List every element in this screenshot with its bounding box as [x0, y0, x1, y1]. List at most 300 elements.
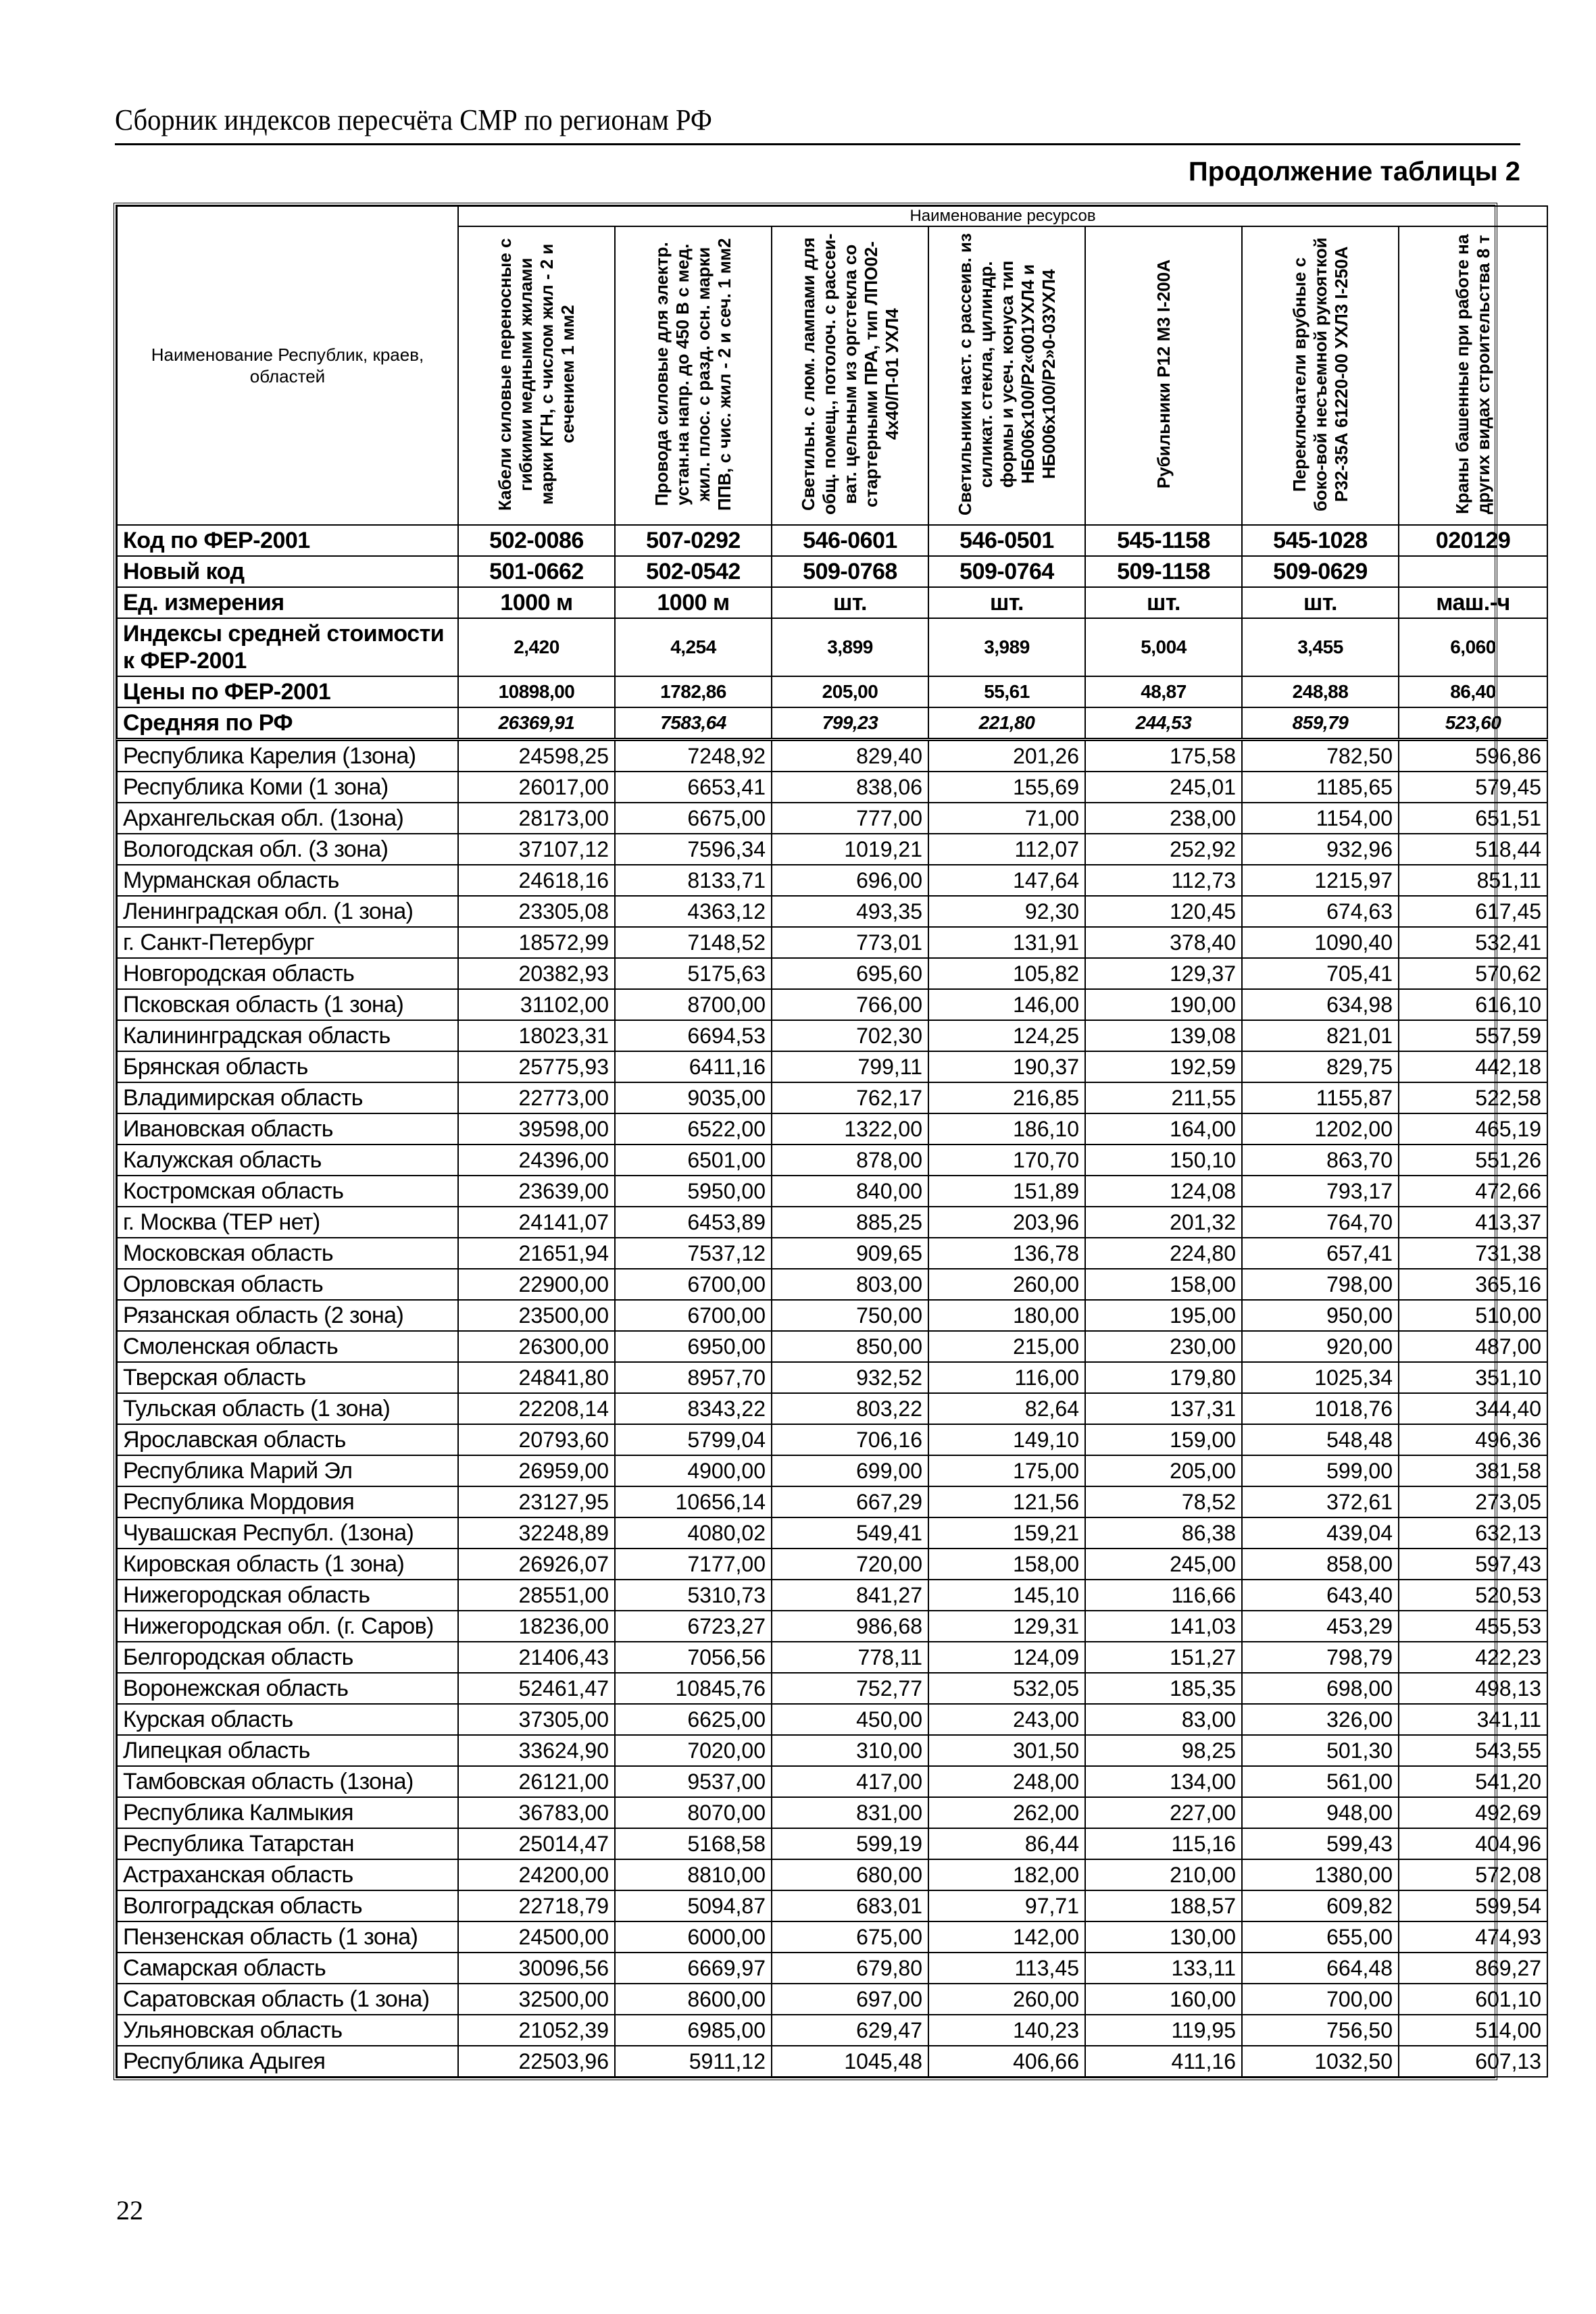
price-cell: 617,45 — [1399, 896, 1547, 927]
price-cell: 134,00 — [1085, 1766, 1242, 1797]
price-cell: 182,00 — [928, 1859, 1085, 1890]
price-cell: 702,30 — [772, 1020, 928, 1051]
region-name: Нижегородская обл. (г. Саров) — [117, 1611, 458, 1642]
price-cell: 83,00 — [1085, 1704, 1242, 1735]
price-cell: 683,01 — [772, 1890, 928, 1921]
region-name: Ульяновская область — [117, 2015, 458, 2046]
price-cell: 78,52 — [1085, 1486, 1242, 1517]
price-cell: 159,21 — [928, 1517, 1085, 1549]
meta-cell: 509-0764 — [928, 556, 1085, 587]
price-cell: 7596,34 — [615, 834, 772, 865]
price-cell: 632,13 — [1399, 1517, 1547, 1549]
price-cell: 238,00 — [1085, 803, 1242, 834]
price-cell: 510,00 — [1399, 1300, 1547, 1331]
price-cell: 262,00 — [928, 1797, 1085, 1828]
meta-cell: 546-0501 — [928, 525, 1085, 556]
price-cell: 124,09 — [928, 1642, 1085, 1673]
price-cell: 6411,16 — [615, 1051, 772, 1082]
price-cell: 18023,31 — [458, 1020, 615, 1051]
table-row — [117, 1921, 1547, 1953]
price-cell: 164,00 — [1085, 1113, 1242, 1145]
price-cell: 28173,00 — [458, 803, 615, 834]
region-name: Мурманская область — [117, 865, 458, 896]
table-row — [117, 1611, 1547, 1642]
price-cell: 8700,00 — [615, 989, 772, 1020]
price-cell: 798,00 — [1242, 1269, 1399, 1300]
price-cell: 210,00 — [1085, 1859, 1242, 1890]
meta-cell: 509-0629 — [1242, 556, 1399, 587]
region-name: г. Санкт-Петербург — [117, 927, 458, 958]
price-cell: 378,40 — [1085, 927, 1242, 958]
meta-cell: 244,53 — [1085, 707, 1242, 740]
price-cell: 195,00 — [1085, 1300, 1242, 1331]
fer-code-row — [117, 525, 1547, 556]
price-cell: 7148,52 — [615, 927, 772, 958]
table-row — [117, 1704, 1547, 1735]
price-cell: 151,27 — [1085, 1642, 1242, 1673]
price-cell: 82,64 — [928, 1393, 1085, 1424]
price-cell: 30096,56 — [458, 1953, 615, 1984]
price-cell: 243,00 — [928, 1704, 1085, 1735]
price-cell: 706,16 — [772, 1424, 928, 1455]
price-cell: 32500,00 — [458, 1984, 615, 2015]
region-name: Владимирская область — [117, 1082, 458, 1113]
price-cell: 675,00 — [772, 1921, 928, 1953]
price-cell: 932,52 — [772, 1362, 928, 1393]
meta-cell: 509-1158 — [1085, 556, 1242, 587]
index-row — [117, 618, 1547, 676]
price-cell: 6000,00 — [615, 1921, 772, 1953]
table-row — [117, 1549, 1547, 1580]
resource-column-header — [458, 226, 615, 525]
meta-cell — [1399, 556, 1547, 587]
price-cell: 24396,00 — [458, 1145, 615, 1176]
region-name: Тверская область — [117, 1362, 458, 1393]
price-cell: 551,26 — [1399, 1145, 1547, 1176]
price-cell: 120,45 — [1085, 896, 1242, 927]
region-name: Республика Марий Эл — [117, 1455, 458, 1486]
price-cell: 5911,12 — [615, 2046, 772, 2077]
price-cell: 6723,27 — [615, 1611, 772, 1642]
price-cell: 474,93 — [1399, 1921, 1547, 1953]
price-cell: 97,71 — [928, 1890, 1085, 1921]
price-cell: 450,00 — [772, 1704, 928, 1735]
price-cell: 1215,97 — [1242, 865, 1399, 896]
price-cell: 26300,00 — [458, 1331, 615, 1362]
resource-column-label: Светильники наст. с рассеив. из силикат. стекла, цилиндр. формы и усеч. конуса тип НБ006х100/Р2«001УХЛ4 и НБ006х100/Р2»0-03УХЛ4 — [954, 232, 1059, 515]
price-cell: 86,44 — [928, 1828, 1085, 1859]
price-cell: 344,40 — [1399, 1393, 1547, 1424]
fer-price-row — [117, 676, 1547, 707]
price-cell: 492,69 — [1399, 1797, 1547, 1828]
price-cell: 186,10 — [928, 1113, 1085, 1145]
table-row — [117, 2015, 1547, 2046]
meta-cell: 501-0662 — [458, 556, 615, 587]
meta-cell: 86,40 — [1399, 676, 1547, 707]
price-cell: 840,00 — [772, 1176, 928, 1207]
region-name: Тамбовская область (1зона) — [117, 1766, 458, 1797]
price-cell: 92,30 — [928, 896, 1085, 927]
table-row — [117, 1393, 1547, 1424]
resource-column-label: Рубильники Р12 М3 I-200А — [1153, 259, 1174, 489]
price-cell: 1155,87 — [1242, 1082, 1399, 1113]
region-name: Республика Карелия (1зона) — [117, 740, 458, 772]
price-cell: 326,00 — [1242, 1704, 1399, 1735]
price-cell: 932,96 — [1242, 834, 1399, 865]
region-name: Саратовская область (1 зона) — [117, 1984, 458, 2015]
table-row — [117, 989, 1547, 1020]
price-cell: 8133,71 — [615, 865, 772, 896]
row-label: Новый код — [117, 556, 458, 587]
region-name: Курская область — [117, 1704, 458, 1735]
price-cell: 24141,07 — [458, 1207, 615, 1238]
price-cell: 601,10 — [1399, 1984, 1547, 2015]
price-cell: 514,00 — [1399, 2015, 1547, 2046]
price-cell: 948,00 — [1242, 1797, 1399, 1828]
table-row — [117, 1362, 1547, 1393]
price-cell: 86,38 — [1085, 1517, 1242, 1549]
price-cell: 24618,16 — [458, 865, 615, 896]
price-cell: 25775,93 — [458, 1051, 615, 1082]
price-cell: 211,55 — [1085, 1082, 1242, 1113]
region-name: Ивановская область — [117, 1113, 458, 1145]
price-cell: 549,41 — [772, 1517, 928, 1549]
table-row — [117, 1890, 1547, 1921]
price-cell: 23305,08 — [458, 896, 615, 927]
price-cell: 20793,60 — [458, 1424, 615, 1455]
price-cell: 22503,96 — [458, 2046, 615, 2077]
page-header — [115, 101, 1520, 145]
table-row — [117, 1300, 1547, 1331]
price-cell: 762,17 — [772, 1082, 928, 1113]
price-cell: 22900,00 — [458, 1269, 615, 1300]
price-cell: 532,05 — [928, 1673, 1085, 1704]
price-cell: 498,13 — [1399, 1673, 1547, 1704]
price-cell: 192,59 — [1085, 1051, 1242, 1082]
price-cell: 5799,04 — [615, 1424, 772, 1455]
document-title: Сборник индексов пересчёта СМР по регионам РФ — [115, 103, 712, 136]
price-cell: 37107,12 — [458, 834, 615, 865]
region-column-header: Наименование Республик, краев, областей — [117, 206, 458, 525]
row-label: Средняя по РФ — [117, 707, 458, 740]
row-label: Индексы средней стоимости к ФЕР-2001 — [117, 618, 458, 676]
meta-cell: 523,60 — [1399, 707, 1547, 740]
region-name: Воронежская область — [117, 1673, 458, 1704]
price-cell: 139,08 — [1085, 1020, 1242, 1051]
price-cell: 798,79 — [1242, 1642, 1399, 1673]
meta-cell: маш.-ч — [1399, 587, 1547, 618]
row-label: Ед. измерения — [117, 587, 458, 618]
price-cell: 766,00 — [772, 989, 928, 1020]
region-name: Пензенская область (1 зона) — [117, 1921, 458, 1953]
region-name: Вологодская обл. (3 зона) — [117, 834, 458, 865]
price-cell: 5310,73 — [615, 1580, 772, 1611]
price-cell: 7177,00 — [615, 1549, 772, 1580]
price-cell: 160,00 — [1085, 1984, 1242, 2015]
price-cell: 10845,76 — [615, 1673, 772, 1704]
price-cell: 799,11 — [772, 1051, 928, 1082]
meta-cell: шт. — [772, 587, 928, 618]
price-cell: 548,48 — [1242, 1424, 1399, 1455]
price-cell: 858,00 — [1242, 1549, 1399, 1580]
price-cell: 98,25 — [1085, 1735, 1242, 1766]
resources-group-header: Наименование ресурсов — [458, 206, 1547, 226]
price-cell: 248,00 — [928, 1766, 1085, 1797]
price-cell: 909,65 — [772, 1238, 928, 1269]
region-name: Астраханская область — [117, 1859, 458, 1890]
price-cell: 203,96 — [928, 1207, 1085, 1238]
price-cell: 105,82 — [928, 958, 1085, 989]
price-cell: 133,11 — [1085, 1953, 1242, 1984]
price-cell: 557,59 — [1399, 1020, 1547, 1051]
price-cell: 31102,00 — [458, 989, 615, 1020]
table-row — [117, 1984, 1547, 2015]
price-cell: 112,07 — [928, 834, 1085, 865]
resource-column-label: Переключатели врубные с боко-вой несъемной рукояткой Р32-35А 61220-00 УХЛ3 I-250А — [1289, 236, 1351, 511]
price-cell: 140,23 — [928, 2015, 1085, 2046]
price-cell: 24500,00 — [458, 1921, 615, 1953]
price-cell: 851,11 — [1399, 865, 1547, 896]
region-name: Республика Калмыкия — [117, 1797, 458, 1828]
price-cell: 472,66 — [1399, 1176, 1547, 1207]
meta-cell: 7583,64 — [615, 707, 772, 740]
price-cell: 142,00 — [928, 1921, 1085, 1953]
price-cell: 36783,00 — [458, 1797, 615, 1828]
price-cell: 599,43 — [1242, 1828, 1399, 1859]
resource-column-header — [615, 226, 772, 525]
price-cell: 6985,00 — [615, 2015, 772, 2046]
price-cell: 829,75 — [1242, 1051, 1399, 1082]
price-cell: 24841,80 — [458, 1362, 615, 1393]
price-cell: 273,05 — [1399, 1486, 1547, 1517]
meta-cell: 48,87 — [1085, 676, 1242, 707]
price-cell: 7020,00 — [615, 1735, 772, 1766]
region-name: Архангельская обл. (1зона) — [117, 803, 458, 834]
table-row — [117, 1145, 1547, 1176]
price-cell: 22718,79 — [458, 1890, 615, 1921]
meta-cell: 5,004 — [1085, 618, 1242, 676]
price-cell: 136,78 — [928, 1238, 1085, 1269]
new-code-row — [117, 556, 1547, 587]
price-cell: 121,56 — [928, 1486, 1085, 1517]
meta-cell: 3,899 — [772, 618, 928, 676]
price-cell: 188,57 — [1085, 1890, 1242, 1921]
price-cell: 599,19 — [772, 1828, 928, 1859]
price-cell: 1032,50 — [1242, 2046, 1399, 2077]
price-cell: 831,00 — [772, 1797, 928, 1828]
price-cell: 6700,00 — [615, 1300, 772, 1331]
average-rf-row — [117, 707, 1547, 740]
table-row — [117, 1331, 1547, 1362]
price-cell: 179,80 — [1085, 1362, 1242, 1393]
price-cell: 301,50 — [928, 1735, 1085, 1766]
meta-cell: 509-0768 — [772, 556, 928, 587]
region-name: Московская область — [117, 1238, 458, 1269]
price-cell: 227,00 — [1085, 1797, 1242, 1828]
price-cell: 23639,00 — [458, 1176, 615, 1207]
price-cell: 310,00 — [772, 1735, 928, 1766]
table-row — [117, 1735, 1547, 1766]
price-cell: 5950,00 — [615, 1176, 772, 1207]
resource-column-label: Светильн. с люм. лампами для общ. помещ., потолоч. с рассеи-ват. цельным из оргстекла со стартерными ПРА, тип ЛПО02-4х40/П-01 УХЛ4 — [797, 233, 902, 515]
price-cell: 561,00 — [1242, 1766, 1399, 1797]
price-cell: 629,47 — [772, 2015, 928, 2046]
table-row — [117, 1176, 1547, 1207]
price-cell: 260,00 — [928, 1984, 1085, 2015]
price-cell: 6625,00 — [615, 1704, 772, 1735]
price-cell: 465,19 — [1399, 1113, 1547, 1145]
regional-index-table — [114, 203, 1542, 2080]
price-cell: 541,20 — [1399, 1766, 1547, 1797]
price-cell: 9537,00 — [615, 1766, 772, 1797]
price-cell: 6675,00 — [615, 803, 772, 834]
region-name: Республика Адыгея — [117, 2046, 458, 2077]
price-cell: 159,00 — [1085, 1424, 1242, 1455]
price-cell: 417,00 — [772, 1766, 928, 1797]
page-number: 22 — [116, 2195, 143, 2225]
row-label: Код по ФЕР-2001 — [117, 525, 458, 556]
region-name: Орловская область — [117, 1269, 458, 1300]
table-continuation-label: Продолжение таблицы 2 — [1188, 157, 1520, 186]
price-cell: 137,31 — [1085, 1393, 1242, 1424]
price-cell: 158,00 — [1085, 1269, 1242, 1300]
price-cell: 52461,47 — [458, 1673, 615, 1704]
price-cell: 116,66 — [1085, 1580, 1242, 1611]
price-cell: 158,00 — [928, 1549, 1085, 1580]
region-name: Волгоградская область — [117, 1890, 458, 1921]
unit-row — [117, 587, 1547, 618]
price-cell: 4363,12 — [615, 896, 772, 927]
meta-cell: 2,420 — [458, 618, 615, 676]
table-row — [117, 927, 1547, 958]
price-cell: 129,37 — [1085, 958, 1242, 989]
price-cell: 381,58 — [1399, 1455, 1547, 1486]
price-cell: 1019,21 — [772, 834, 928, 865]
price-cell: 6669,97 — [615, 1953, 772, 1984]
region-name: Калининградская область — [117, 1020, 458, 1051]
meta-cell: 10898,00 — [458, 676, 615, 707]
price-cell: 777,00 — [772, 803, 928, 834]
price-cell: 679,80 — [772, 1953, 928, 1984]
meta-cell: 248,88 — [1242, 676, 1399, 707]
price-cell: 752,77 — [772, 1673, 928, 1704]
price-cell: 23500,00 — [458, 1300, 615, 1331]
meta-cell: 55,61 — [928, 676, 1085, 707]
price-cell: 599,00 — [1242, 1455, 1399, 1486]
price-cell: 634,98 — [1242, 989, 1399, 1020]
price-cell: 151,89 — [928, 1176, 1085, 1207]
price-cell: 341,11 — [1399, 1704, 1547, 1735]
price-cell: 4080,02 — [615, 1517, 772, 1549]
table-row — [117, 740, 1547, 772]
price-cell: 705,41 — [1242, 958, 1399, 989]
price-cell: 25014,47 — [458, 1828, 615, 1859]
price-cell: 1025,34 — [1242, 1362, 1399, 1393]
price-cell: 850,00 — [772, 1331, 928, 1362]
price-cell: 720,00 — [772, 1549, 928, 1580]
price-cell: 731,38 — [1399, 1238, 1547, 1269]
price-cell: 7056,56 — [615, 1642, 772, 1673]
price-cell: 406,66 — [928, 2046, 1085, 2077]
price-cell: 697,00 — [772, 1984, 928, 2015]
price-cell: 1322,00 — [772, 1113, 928, 1145]
price-cell: 116,00 — [928, 1362, 1085, 1393]
price-cell: 20382,93 — [458, 958, 615, 989]
price-cell: 150,10 — [1085, 1145, 1242, 1176]
meta-cell: 502-0542 — [615, 556, 772, 587]
price-cell: 6694,53 — [615, 1020, 772, 1051]
price-cell: 6453,89 — [615, 1207, 772, 1238]
price-cell: 869,27 — [1399, 1953, 1547, 1984]
price-cell: 1045,48 — [772, 2046, 928, 2077]
price-cell: 518,44 — [1399, 834, 1547, 865]
price-cell: 170,70 — [928, 1145, 1085, 1176]
price-cell: 141,03 — [1085, 1611, 1242, 1642]
price-cell: 442,18 — [1399, 1051, 1547, 1082]
table-row — [117, 1051, 1547, 1082]
region-name: Республика Татарстан — [117, 1828, 458, 1859]
price-cell: 124,08 — [1085, 1176, 1242, 1207]
price-cell: 404,96 — [1399, 1828, 1547, 1859]
price-cell: 616,10 — [1399, 989, 1547, 1020]
price-cell: 22208,14 — [458, 1393, 615, 1424]
table-row — [117, 834, 1547, 865]
price-cell: 655,00 — [1242, 1921, 1399, 1953]
price-cell: 8070,00 — [615, 1797, 772, 1828]
table-row — [117, 958, 1547, 989]
region-name: Ярославская область — [117, 1424, 458, 1455]
table-row — [117, 772, 1547, 803]
region-name: Кировская область (1 зона) — [117, 1549, 458, 1580]
price-cell: 597,43 — [1399, 1549, 1547, 1580]
price-cell: 33624,90 — [458, 1735, 615, 1766]
price-cell: 700,00 — [1242, 1984, 1399, 2015]
meta-cell: 545-1158 — [1085, 525, 1242, 556]
table-row — [117, 803, 1547, 834]
region-name: Самарская область — [117, 1953, 458, 1984]
price-cell: 756,50 — [1242, 2015, 1399, 2046]
price-cell: 764,70 — [1242, 1207, 1399, 1238]
meta-cell: 859,79 — [1242, 707, 1399, 740]
region-name: Тульская область (1 зона) — [117, 1393, 458, 1424]
price-cell: 180,00 — [928, 1300, 1085, 1331]
meta-cell: 799,23 — [772, 707, 928, 740]
price-cell: 599,54 — [1399, 1890, 1547, 1921]
table-row — [117, 1238, 1547, 1269]
price-cell: 245,00 — [1085, 1549, 1242, 1580]
table-row — [117, 1082, 1547, 1113]
price-cell: 32248,89 — [458, 1517, 615, 1549]
price-cell: 570,62 — [1399, 958, 1547, 989]
price-cell: 146,00 — [928, 989, 1085, 1020]
meta-cell: шт. — [1085, 587, 1242, 618]
table-row — [117, 1113, 1547, 1145]
price-cell: 803,00 — [772, 1269, 928, 1300]
table-row — [117, 1828, 1547, 1859]
price-cell: 147,64 — [928, 865, 1085, 896]
price-cell: 245,01 — [1085, 772, 1242, 803]
price-cell: 175,58 — [1085, 740, 1242, 772]
row-label: Цены по ФЕР-2001 — [117, 676, 458, 707]
price-cell: 39598,00 — [458, 1113, 615, 1145]
price-cell: 6950,00 — [615, 1331, 772, 1362]
price-cell: 793,17 — [1242, 1176, 1399, 1207]
price-cell: 651,51 — [1399, 803, 1547, 834]
price-cell: 8343,22 — [615, 1393, 772, 1424]
price-cell: 351,10 — [1399, 1362, 1547, 1393]
price-cell: 413,37 — [1399, 1207, 1547, 1238]
price-cell: 411,16 — [1085, 2046, 1242, 2077]
